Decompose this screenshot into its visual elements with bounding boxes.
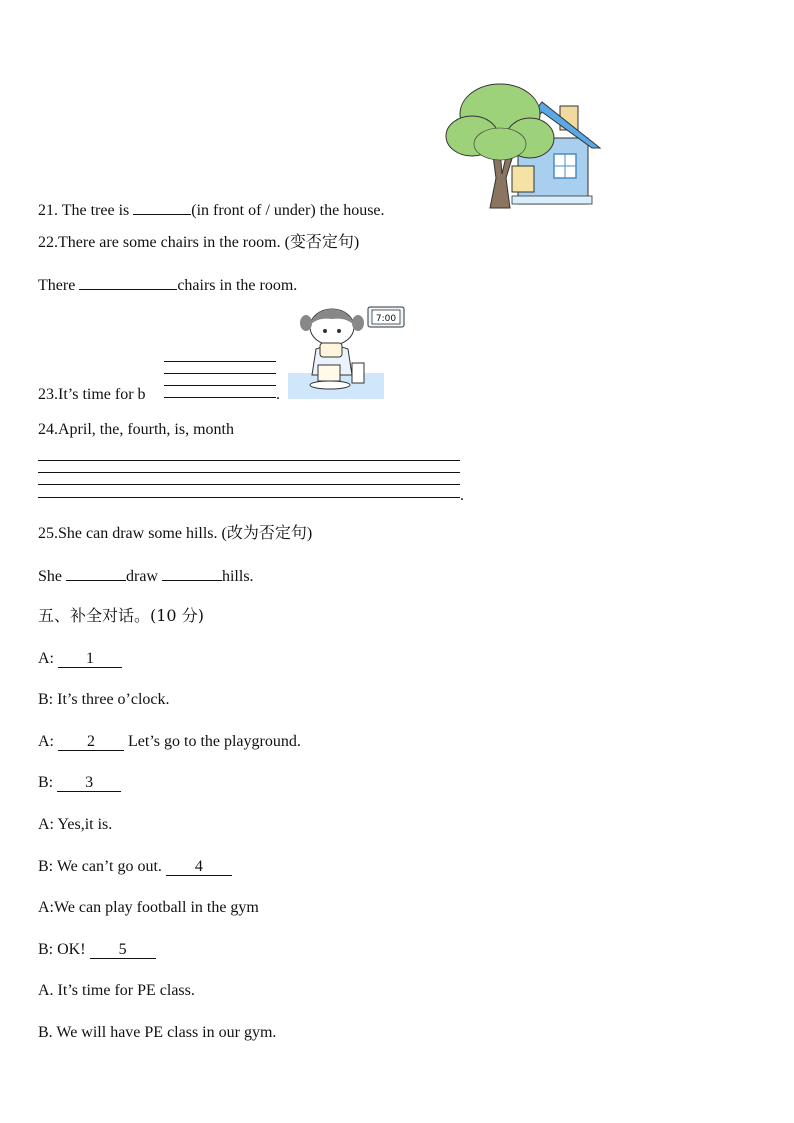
question-25: 25.She can draw some hills. (改为否定句) (38, 525, 313, 542)
answer-line[interactable] (164, 361, 276, 362)
dialogue-blank[interactable]: 5 (90, 941, 156, 959)
dialogue-blank[interactable]: 1 (58, 650, 122, 668)
answer-line[interactable] (38, 484, 460, 485)
answer-blank[interactable] (79, 274, 177, 290)
answer-blank[interactable] (133, 199, 191, 215)
dialogue-line: A:We can play football in the gym (38, 899, 259, 916)
dialogue-line: B: 3 (38, 773, 121, 793)
answer-blank[interactable] (162, 565, 222, 581)
option-b: B. We will have PE class in our gym. (38, 1024, 277, 1041)
dialogue-line: A: Yes,it is. (38, 816, 113, 833)
question-23: 23.It’s time for b (38, 386, 146, 403)
answer-line[interactable] (38, 472, 460, 473)
dialogue-blank[interactable]: 2 (58, 733, 124, 751)
dialogue-blank[interactable]: 4 (166, 858, 232, 876)
answer-line[interactable] (164, 397, 276, 398)
dialogue-line: B: OK! 5 (38, 940, 156, 960)
option-a: A. It’s time for PE class. (38, 982, 195, 999)
answer-line[interactable] (164, 373, 276, 374)
tree-house-illustration (442, 78, 602, 213)
question-21: 21. The tree is (in front of / under) the house. (38, 199, 385, 221)
answer-25: She draw hills. (38, 565, 254, 587)
dialogue-blank[interactable]: 3 (57, 774, 121, 792)
question-22: 22.There are some chairs in the room. (变否定句) (38, 234, 360, 251)
answer-22: There chairs in the room. (38, 274, 297, 296)
question-24-end: . (460, 487, 464, 504)
question-23-end: . (276, 386, 280, 403)
answer-blank[interactable] (66, 565, 126, 581)
dialogue-line: A: 2 Let’s go to the playground. (38, 733, 301, 750)
girl-breakfast-illustration (286, 305, 408, 401)
section-title: 五、补全对话。(10 分) (38, 606, 204, 625)
clock-time: 7:00 (375, 314, 397, 324)
answer-line[interactable] (164, 385, 276, 386)
dialogue-line: A: 1 (38, 649, 122, 669)
dialogue-line: B: It’s three o’clock. (38, 691, 170, 708)
dialogue-line: B: We can’t go out. 4 (38, 857, 232, 877)
answer-line[interactable] (38, 497, 460, 498)
answer-line[interactable] (38, 460, 460, 461)
question-24: 24.April, the, fourth, is, month (38, 421, 234, 438)
